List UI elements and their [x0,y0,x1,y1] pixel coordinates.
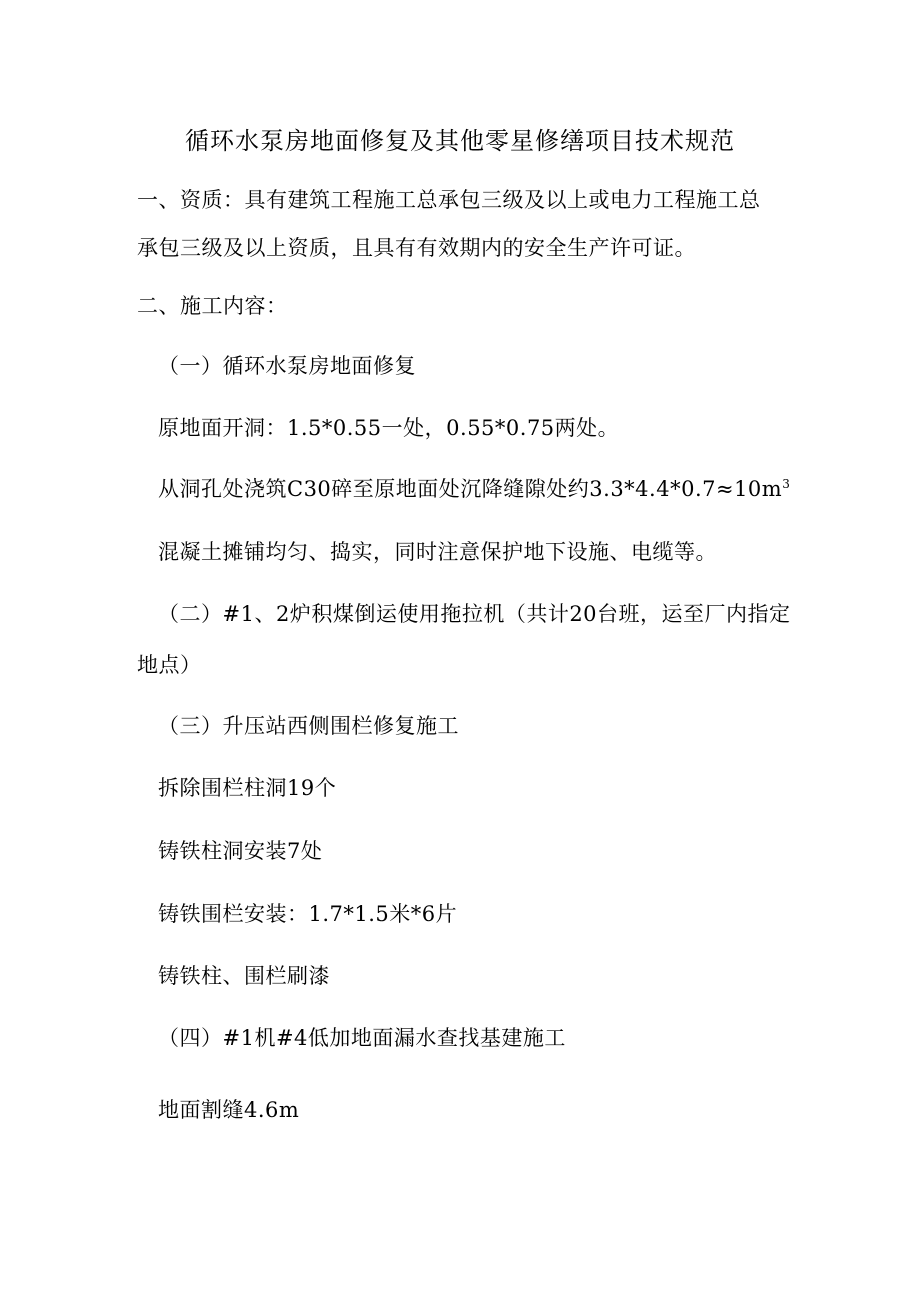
qualification-line-1: 一、资质：具有建筑工程施工总承包三级及以上或电力工程施工总 [137,188,761,212]
section3-item-4: 铸铁柱、围栏刷漆 [158,964,330,988]
section3-item-2: 铸铁柱洞安装7处 [158,839,323,863]
section4-item-1: 地面割缝4.6m [158,1098,300,1122]
section2-line-1: （二）#1、2炉积煤倒运使用拖拉机（共计20台班，运至厂内指定 [158,602,791,626]
qualification-line-2: 承包三级及以上资质，且具有有效期内的安全生产许可证。 [137,236,696,260]
section1-item-2-text: 从洞孔处浇筑C30碎至原地面处沉降缝隙处约3.3*4.4*0.7≈10m [158,477,783,501]
section3-heading: （三）升压站西侧围栏修复施工 [158,714,459,738]
section3-item-1: 拆除围栏柱洞19个 [158,776,337,800]
section2-line-2: 地点） [137,653,202,677]
section1-item-3: 混凝土摊铺均匀、捣实，同时注意保护地下设施、电缆等。 [158,540,717,564]
section1-item-2 [158,474,790,504]
section4-heading: （四）#1机#4低加地面漏水查找基建施工 [158,1026,566,1050]
superscript-3: 3 [782,477,791,491]
construction-heading: 二、施工内容： [137,294,288,318]
document-title: 循环水泵房地面修复及其他零星修缮项目技术规范 [185,127,735,155]
section1-heading: （一）循环水泵房地面修复 [158,354,416,378]
section1-item-1: 原地面开洞：1.5*0.55一处，0.55*0.75两处。 [158,416,620,440]
section3-item-3: 铸铁围栏安装：1.7*1.5米*6片 [158,902,458,926]
